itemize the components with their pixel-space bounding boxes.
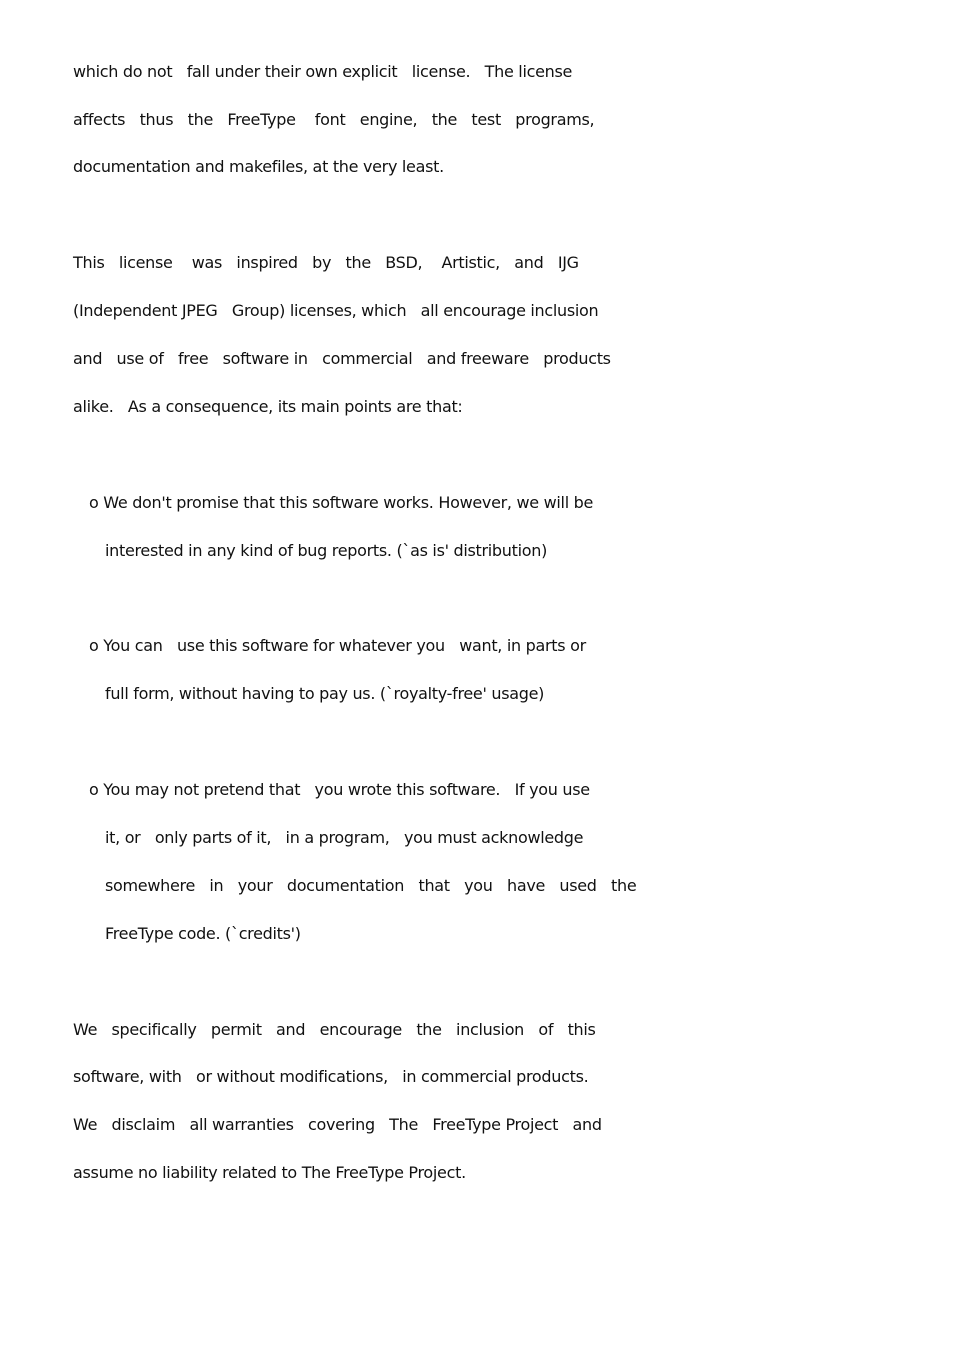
text-line: interested in any kind of bug reports. (`as is' distribution) <box>105 541 548 560</box>
text-line: somewhere in your documentation that you have used the <box>105 876 637 895</box>
text-line: software, with or without modifications, in commercial products. <box>73 1067 589 1086</box>
text-line: which do not fall under their own explicit license. The license <box>73 62 573 81</box>
text-line: alike. As a consequence, its main points are that: <box>73 397 463 416</box>
text-line: o You can use this software for whatever you want, in parts or <box>89 636 586 655</box>
text-line: affects thus the FreeType font engine, the test programs, <box>73 110 595 129</box>
text-line: (Independent JPEG Group) licenses, which all encourage inclusion <box>73 301 599 320</box>
text-line: We disclaim all warranties covering The FreeType Project and <box>73 1115 602 1134</box>
text-line: full form, without having to pay us. (`royalty-free' usage) <box>105 684 545 703</box>
text-line: assume no liability related to The FreeType Project. <box>73 1163 466 1182</box>
text-line: This license was inspired by the BSD, Artistic, and IJG <box>73 253 579 272</box>
text-line: and use of free software in commercial and freeware products <box>73 349 611 368</box>
text-line: o We don't promise that this software works. However, we will be <box>89 493 594 512</box>
text-line: o You may not pretend that you wrote this software. If you use <box>89 780 590 799</box>
text-line: documentation and makefiles, at the very least. <box>73 157 444 176</box>
text-line: it, or only parts of it, in a program, you must acknowledge <box>105 828 584 847</box>
text-line: FreeType code. (`credits') <box>105 924 301 943</box>
text-line: We specifically permit and encourage the inclusion of this <box>73 1020 596 1039</box>
